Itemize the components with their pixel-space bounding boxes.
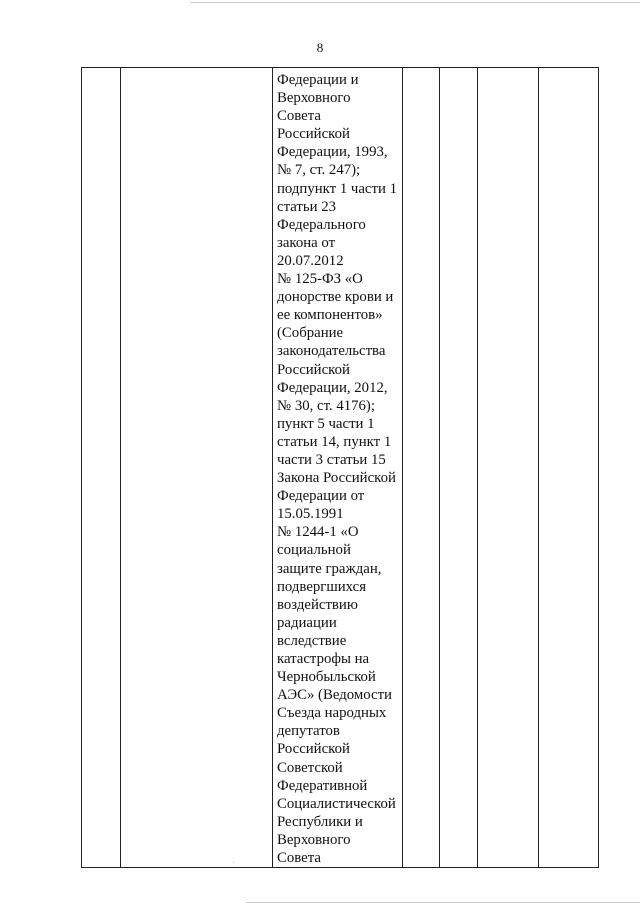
table-cell-name-column xyxy=(121,68,273,868)
table-cell-empty-1 xyxy=(403,68,440,868)
legal-text-line: статьи 14, пункт 1 xyxy=(277,433,392,450)
legal-text-line: законодательства xyxy=(277,343,386,360)
legal-text-line: Федерации от xyxy=(277,488,365,505)
table-cell-legal-basis xyxy=(273,68,403,868)
table-cell-empty-3 xyxy=(478,68,539,868)
legal-text-line: № 7, ст. 247); xyxy=(277,162,361,179)
legal-text-line: Федеративной xyxy=(277,777,368,794)
legal-text-line: подпункт 1 части 1 xyxy=(277,180,397,197)
legal-text-line: Верховного xyxy=(277,90,351,107)
table-cell-empty-2 xyxy=(440,68,478,868)
legal-basis-text xyxy=(273,68,402,867)
scan-bottom-edge-line xyxy=(246,902,640,903)
legal-text-line: подвергшихся xyxy=(277,578,367,595)
legal-text-line: части 3 статьи 15 xyxy=(277,451,386,468)
legal-text-line: Совета xyxy=(277,850,321,867)
legal-text-line: статьи 23 xyxy=(277,198,337,215)
legal-text-line: защите граждан, xyxy=(277,560,382,577)
legal-text-line: Совета xyxy=(277,108,321,125)
legal-text-line: пункт 5 части 1 xyxy=(277,415,375,432)
legal-text-line: социальной xyxy=(277,542,351,559)
legal-text-line: № 125-ФЗ «О xyxy=(277,271,363,288)
legal-text-line: вследствие xyxy=(277,632,347,649)
legal-text-line: Российской xyxy=(277,361,350,378)
legal-text-line: Чернобыльской xyxy=(277,669,376,686)
legal-text-line: Российской xyxy=(277,741,350,758)
legal-text-line: катастрофы на xyxy=(277,651,370,667)
legal-text-line: радиации xyxy=(277,614,337,631)
legal-text-line: донорстве крови и xyxy=(277,289,394,306)
table-row xyxy=(82,68,599,868)
legal-text-line: Республики и xyxy=(277,813,363,830)
table-cell-empty-4 xyxy=(539,68,599,868)
page-number: 8 xyxy=(316,40,324,55)
legal-text-line: 15.05.1991 xyxy=(277,506,344,523)
legal-text-line: Федерации и xyxy=(277,72,359,88)
legal-text-line: Федерации, 2012, xyxy=(277,379,388,396)
legal-text-line: Закона Российской xyxy=(277,470,396,487)
legal-text-line: Советской xyxy=(277,759,343,776)
legal-text-line: ее компонентов» xyxy=(277,307,383,324)
document-table xyxy=(81,67,599,868)
legal-text-line: (Собрание xyxy=(277,325,344,342)
legal-text-line: № 1244-1 «О xyxy=(277,524,359,541)
legal-text-line: АЭС» (Ведомости xyxy=(277,687,392,704)
legal-text-line: депутатов xyxy=(277,723,340,740)
legal-text-line: Федерального xyxy=(277,216,366,233)
legal-text-line: Верховного xyxy=(277,831,351,848)
table-cell-number-column xyxy=(82,68,121,868)
legal-text-line: Социалистической xyxy=(277,795,396,812)
legal-text-line: Съезда народных xyxy=(277,705,387,722)
legal-text-line: воздействию xyxy=(277,596,358,613)
scan-speck xyxy=(233,862,234,863)
legal-text-line: Федерации, 1993, xyxy=(277,144,388,161)
legal-text-line: 20.07.2012 xyxy=(277,252,344,269)
legal-text-line: Российской xyxy=(277,126,350,143)
scan-top-edge-line xyxy=(190,2,640,3)
legal-text-line: закона от xyxy=(277,234,336,251)
legal-text-line: № 30, ст. 4176); xyxy=(277,397,375,414)
